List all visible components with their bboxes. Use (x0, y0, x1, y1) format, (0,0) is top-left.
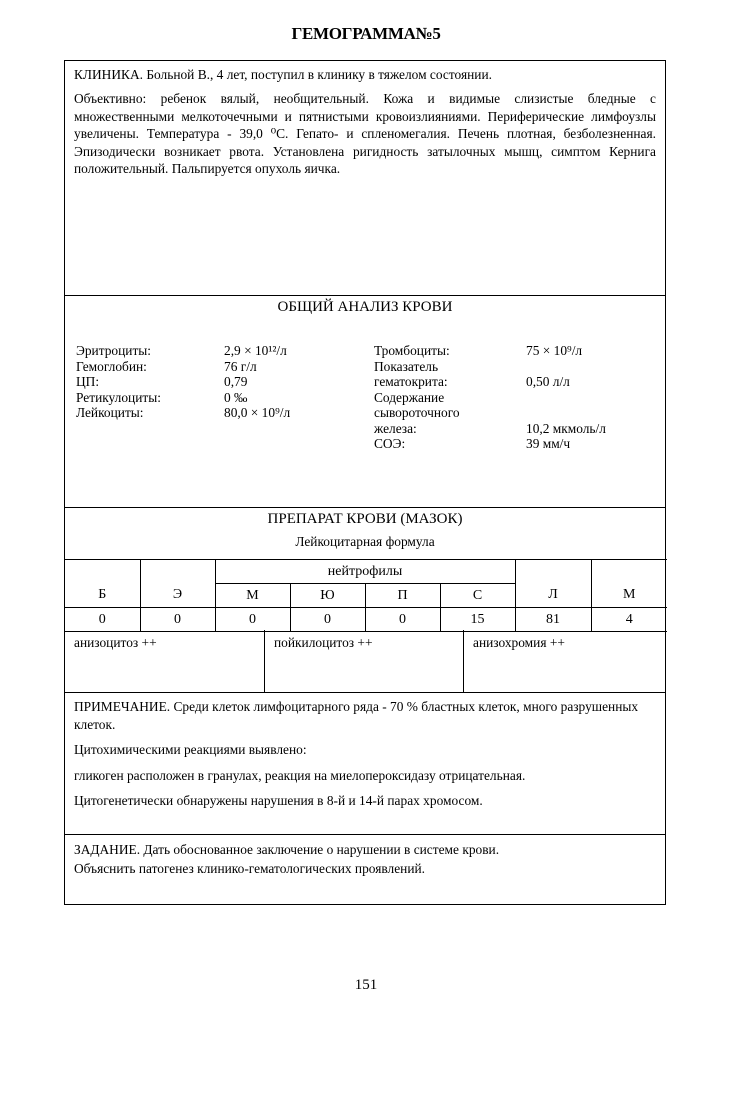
platelets-label: Тромбоциты: (374, 343, 450, 358)
leukocytes-label: Лейкоциты: (76, 405, 144, 420)
page-title: ГЕМОГРАММА№5 (291, 24, 441, 43)
anisocytosis: анизоцитоз ++ (74, 635, 157, 650)
hematocrit-value: 0,50 л/л (526, 374, 570, 389)
leukocyte-formula-title: Лейкоцитарная формула (295, 534, 435, 549)
note-paragraph: ПРИМЕЧАНИЕ. Среди клеток лимфоцитарного ряда - 70 % бластных клеток, много разрушенных клеток. (74, 699, 639, 732)
neutrophils-header: нейтрофилы (215, 560, 515, 584)
page-number: 151 (354, 977, 378, 993)
left-values (224, 343, 290, 421)
erythrocytes-label: Эритроциты: (76, 343, 152, 358)
table-cell (65, 560, 140, 584)
reticulocytes-value: 0 ‰ (224, 389, 248, 405)
value-basophils: 0 (65, 608, 140, 632)
header-eosinophils: Э (140, 584, 215, 608)
header-band: П (365, 584, 440, 608)
spacer (526, 390, 606, 406)
smear-section (65, 507, 665, 692)
erythrocytes-value: 2,9 × 10¹²/л (224, 343, 287, 358)
left-labels (76, 343, 161, 421)
hematocrit-label-2: гематокрита: (374, 374, 448, 389)
case-frame (64, 60, 666, 905)
iron-value: 10,2 мкмоль/л (526, 420, 606, 436)
iron-label-2: сывороточного (374, 405, 460, 420)
color-index-label: ЦП: (76, 374, 100, 389)
right-labels (374, 343, 460, 452)
reticulocytes-label: Ретикулоциты: (76, 389, 161, 405)
value-myelocytes: 0 (215, 608, 290, 632)
table-row (65, 560, 667, 584)
note-paragraph: Цитохимическими реакциями выявлено: (74, 742, 307, 757)
table-cell (591, 560, 667, 584)
leukocytes-value: 80,0 × 10⁹/л (224, 405, 291, 420)
esr-label: СОЭ: (374, 436, 406, 451)
table-row (65, 584, 667, 608)
right-values (526, 343, 606, 452)
esr-value: 39 мм/ч (526, 436, 571, 451)
table-row (65, 608, 667, 632)
clinic-heading: КЛИНИКА. Больной В., 4 лет, поступил в клинику в тяжелом состоянии. (74, 67, 492, 82)
hematocrit-label-1: Показатель (374, 358, 439, 374)
leukocyte-formula-table (65, 559, 667, 632)
note-paragraph: Цитогенетически обнаружены нарушения в 8-й и 14-й парах хромосом. (74, 793, 483, 808)
poikilocytosis: пойкилоцитоз ++ (264, 630, 463, 692)
table-cell (140, 560, 215, 584)
iron-label-3: железа: (374, 420, 417, 436)
header-myelocytes: М (215, 584, 290, 608)
header-basophils: Б (65, 584, 140, 608)
blood-analysis-title: ОБЩИЙ АНАЛИЗ КРОВИ (277, 299, 453, 315)
value-lymphocytes: 81 (515, 608, 591, 632)
value-eosinophils: 0 (140, 608, 215, 632)
header-segmented: С (440, 584, 515, 608)
value-segmented: 15 (440, 608, 515, 632)
smear-title: ПРЕПАРАТ КРОВИ (МАЗОК) (267, 511, 463, 527)
hemoglobin-label: Гемоглобин: (76, 358, 147, 374)
note-paragraph: гликоген расположен в гранулах, реакция на миелопероксидазу отрицательная. (74, 767, 526, 783)
clinic-description: Объективно: ребенок вялый, необщительный. Кожа и видимые слизистые бледные с множественными мелкоточечными и пятнистыми кровоизлияниями. Периферические лимфоузлы увеличены. Температура - 39,0 ⁰С. Гепато- и спленомегалия. Печень плотная, безболезненная. Эпизодически возникает рвота. Установлена ригидность затылочных мышц, симптом Кернига положительный. Пальпируется опухоль яичка. (74, 91, 656, 176)
spacer (526, 405, 606, 421)
morphology-row (65, 630, 665, 692)
value-monocytes: 4 (591, 608, 667, 632)
hemoglobin-value: 76 г/л (224, 358, 257, 374)
value-metamyelocytes: 0 (290, 608, 365, 632)
header-lymphocytes: Л (515, 584, 591, 608)
note-section (65, 692, 665, 834)
clinic-section (65, 61, 665, 295)
header-metamyelocytes: Ю (290, 584, 365, 608)
value-band: 0 (365, 608, 440, 632)
spacer (526, 359, 606, 375)
color-index-value: 0,79 (224, 374, 248, 389)
header-monocytes: М (591, 584, 667, 608)
blood-analysis-section (65, 295, 665, 507)
iron-label-1: Содержание (374, 389, 445, 405)
task-line: ЗАДАНИЕ. Дать обоснованное заключение о нарушении в системе крови. (74, 842, 500, 857)
table-cell (515, 560, 591, 584)
platelets-value: 75 × 10⁹/л (526, 343, 583, 358)
task-line: Объяснить патогенез клинико-гематологических проявлений. (74, 861, 425, 876)
task-section (65, 834, 665, 906)
anisochromia: анизохромия ++ (463, 630, 665, 692)
